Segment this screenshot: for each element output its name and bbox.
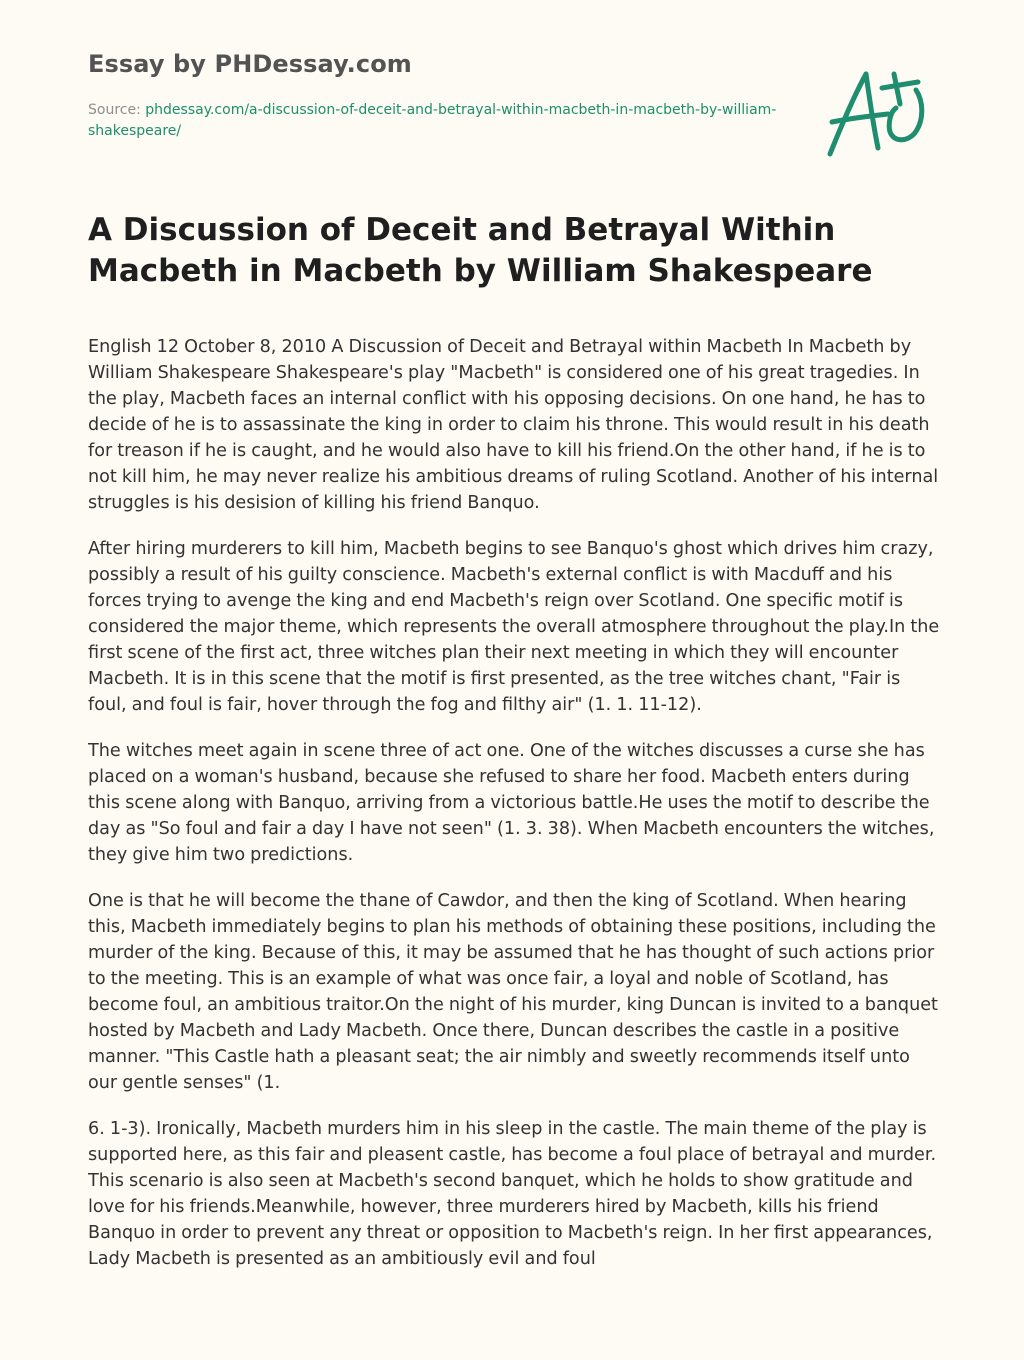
source-link[interactable]: phdessay.com/a-discussion-of-deceit-and-betrayal-within-macbeth-in-macbeth-by-william-shakespeare/: [88, 102, 777, 139]
essay-title: A Discussion of Deceit and Betrayal Within Macbeth in Macbeth by William Shakespeare: [88, 212, 873, 289]
essay-paragraph: The witches meet again in scene three of act one. One of the witches discusses a curse she has placed on a woman's husband, because she refused to share her food. Macbeth enters during this scene along with Banquo, arriving from a victorious battle.He uses the motif to describe the day as "So foul and fair a day I have not seen" (1. 3. 38). When Macbeth encounters the witches, they give him two predictions.: [88, 741, 935, 865]
essay-paragraph: 6. 1-3). Ironically, Macbeth murders him in his sleep in the castle. The main theme of the play is supported here, as this fair and pleasent castle, has become a foul place of betrayal and murder. This scenario is also seen at Macbeth's second banquet, which he holds to show gratitude and love for his friends.Meanwhile, however, three murderers hired by Macbeth, kills his friend Banquo in order to prevent any threat or opposition to Macbeth's reign. In her first appearances, Lady Macbeth is presented as an ambitiously evil and foul: [88, 1119, 937, 1269]
essay-paragraph: After hiring murderers to kill him, Macbeth begins to see Banquo's ghost which drives him crazy, possibly a result of his guilty conscience. Macbeth's external conflict is with Macduff and his forces trying to avenge the king and end Macbeth's reign over Scotland. One specific motif is considered the major theme, which represents the overall atmosphere throughout the play.In the first scene of the first act, three witches plan their next meeting in which they will encounter Macbeth. It is in this scene that the motif is first presented, as the tree witches chant, "Fair is foul, and foul is fair, hover through the fog and filthy air" (1. 1. 11-12).: [88, 539, 940, 715]
site-brand[interactable]: Essay by PHDessay.com: [88, 50, 412, 78]
source-label: Source:: [88, 102, 141, 118]
essay-body: [88, 334, 940, 1320]
essay-paragraph: One is that he will become the thane of Cawdor, and then the king of Scotland. When hearing this, Macbeth immediately begins to plan his methods of obtaining these positions, including the murder of the king. Because of this, it may be assumed that he has thought of such actions prior to the meeting. This is an example of what was once fair, a loyal and noble of Scotland, has become foul, an ambitious traitor.On the night of his murder, king Duncan is invited to a banquet hosted by Macbeth and Lady Macbeth. Once there, Duncan describes the castle in a positive manner. "This Castle hath a pleasant seat; the air nimbly and sweetly recommends itself unto our gentle senses" (1.: [88, 891, 938, 1093]
essay-paragraph: English 12 October 8, 2010 A Discussion of Deceit and Betrayal within Macbeth In Macbeth by William Shakespeare Shakespeare's play "Macbeth" is considered one of his great tragedies. In the play, Macbeth faces an internal conflict with his opposing decisions. On one hand, he has to decide of he is to assassinate the king in order to claim his throne. This would result in his death for treason if he is caught, and he would also have to kill his friend.On the other hand, if he is to not kill him, he may never realize his ambitious dreams of ruling Scotland. Another of his internal struggles is his desision of killing his friend Banquo.: [88, 337, 939, 513]
source-line: [88, 100, 778, 142]
a-plus-logo-icon: [818, 62, 934, 162]
